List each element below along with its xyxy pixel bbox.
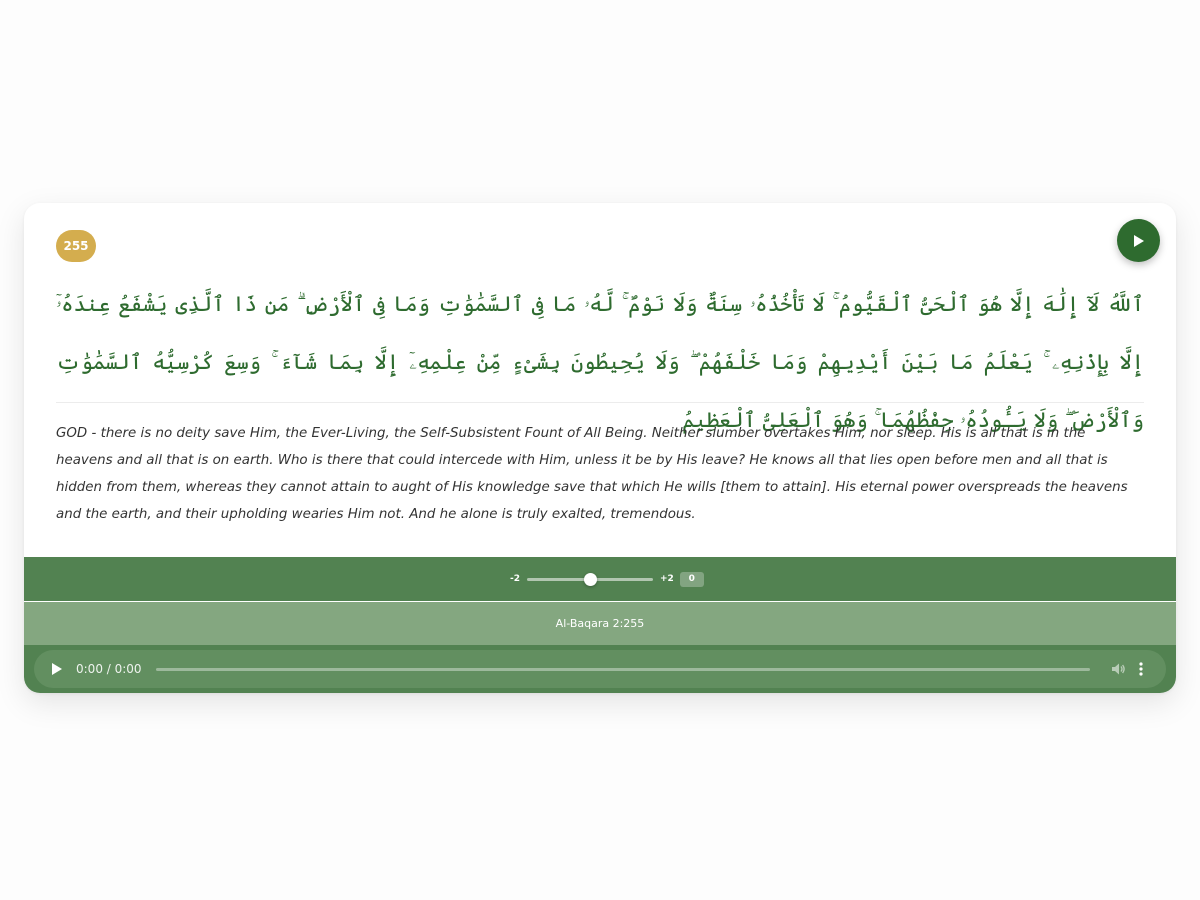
audio-play-button[interactable]: [52, 662, 64, 676]
speed-value-badge: 0: [680, 572, 704, 587]
divider: [56, 402, 1144, 403]
verse-card: [24, 203, 1176, 693]
audio-play-icon: [52, 663, 62, 675]
speed-slider[interactable]: [527, 578, 653, 581]
volume-button[interactable]: [1110, 661, 1126, 677]
audio-player: [34, 650, 1166, 688]
more-vertical-icon: [1138, 661, 1144, 677]
play-icon: [1133, 234, 1145, 248]
arabic-verse-text: ٱللَّهُ لَآ إِلَٰهَ إِلَّا هُوَ ٱلْحَىُّ ٱلْقَيُّومُ ۚ لَا تَأْخُذُهُۥ سِنَةٌ وَلَا نَوْمٌ ۚ لَّهُۥ مَا فِى ٱلسَّمَٰوَٰتِ وَمَا فِى ٱلْأَرْضِ ۗ مَن ذَا ٱلَّذِى يَشْفَعُ عِندَهُۥٓ إِلَّا بِإِذْنِهِۦ ۚ يَعْلَمُ مَا بَيْنَ أَيْدِيهِمْ وَمَا خَلْفَهُمْ ۖ وَلَا يُحِيطُونَ بِشَىْءٍ مِّنْ عِلْمِهِۦٓ إِلَّا بِمَا شَآءَ ۚ وَسِعَ كُرْسِيُّهُ ٱلسَّمَٰوَٰتِ وَٱلْأَرْضَ ۖ وَلَا يَـُٔودُهُۥ حِفْظُهُمَا ۚ وَهُوَ ٱلْعَلِىُّ ٱلْعَظِيمُ: [56, 292, 1144, 432]
speed-max-label: +2: [660, 574, 674, 584]
verse-reference-bar: [24, 602, 1176, 645]
volume-icon: [1110, 661, 1126, 677]
verse-number-badge: 255: [56, 230, 96, 262]
audio-player-bar: [24, 645, 1176, 693]
audio-options-button[interactable]: [1138, 661, 1144, 677]
speed-controls: [510, 571, 704, 587]
audio-progress-bar[interactable]: [156, 668, 1090, 671]
speed-min-label: -2: [510, 574, 520, 584]
verse-reference: Al-Baqara 2:255: [555, 617, 645, 630]
play-verse-button[interactable]: [1117, 219, 1160, 262]
playback-speed-bar: [24, 557, 1176, 601]
audio-time: 0:00 / 0:00: [76, 662, 142, 676]
translation-text: GOD - there is no deity save Him, the Ever-Living, the Self-Subsistent Fount of All Being. Neither slumber overtakes Him, nor sleep. His is all that is in the heavens and all that is on earth. Who is there that could intercede with Him, unless it be by His leave? He knows all that lies open before men and all that is hidden from them, whereas they cannot attain to aught of His knowledge save that which He wills [them to attain]. His eternal power overspreads the heavens and the earth, and their upholding wearies Him not. And he alone is truly exalted, tremendous.: [56, 426, 1128, 522]
speed-slider-thumb[interactable]: [584, 573, 597, 586]
